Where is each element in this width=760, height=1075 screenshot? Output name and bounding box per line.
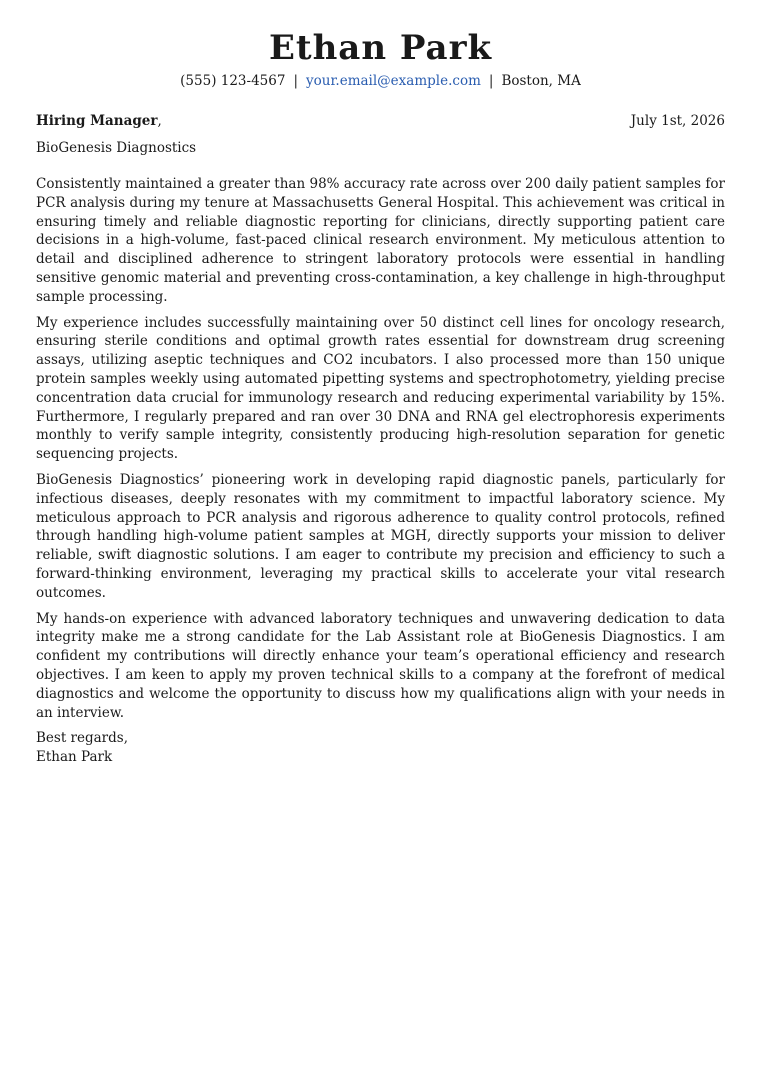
recipient-line (36, 112, 162, 130)
recipient-name-suffix: , (157, 113, 162, 129)
body-paragraph: My hands-on experience with advanced laboratory techniques and unwavering dedication to data integrity make me a strong candidate for the Lab Assistant role at BioGenesis Diagnostics. I am confident my contributions will directly enhance your team’s operational efficiency and research objectives. I am keen to apply my proven technical skills to a company at the forefront of medical diagnostics and welcome the opportunity to discuss how my qualifications align with your needs in an interview. (36, 610, 725, 721)
contact-separator: | (488, 73, 494, 89)
letter-body (36, 175, 725, 722)
body-paragraph: BioGenesis Diagnostics’ pioneering work in developing rapid diagnostic panels, particularly for infectious diseases, deeply resonates with my commitment to impactful laboratory science. My meticulous approach to PCR analysis and rigorous adherence to quality control protocols, refined through handling high-volume patient samples at MGH, directly supports your mission to deliver reliable, swift diagnostic solutions. I am eager to contribute my precision and efficiency to such a forward-thinking environment, leveraging my practical skills to accelerate your vital research outcomes. (36, 471, 725, 601)
signature-name: Ethan Park (36, 749, 113, 766)
recipient-date-row (36, 112, 725, 130)
body-paragraph: Consistently maintained a greater than 98% accuracy rate across over 200 daily patient samples for PCR analysis during my tenure at Massachusetts General Hospital. This achievement was critical in ensuring timely and reliable diagnostic reporting for clinicians, directly supporting patient care decisions in a high-volume, fast-paced clinical research environment. My meticulous attention to detail and disciplined adherence to stringent laboratory protocols were essential in handling sensitive genomic material and preventing cross-contamination, a key challenge in high-throughput sample processing. (36, 176, 725, 305)
applicant-name: Ethan Park (268, 28, 493, 68)
email-link[interactable]: your.email@example.com (306, 73, 481, 89)
location: Boston, MA (501, 73, 581, 89)
closing-block (36, 729, 725, 767)
closing-salutation: Best regards, (36, 730, 129, 747)
cover-letter-page (36, 28, 725, 767)
body-paragraph: My experience includes successfully maintaining over 50 distinct cell lines for oncology research, ensuring sterile conditions and optimal growth rates essential for downstream drug screening assays, utilizing aseptic techniques and CO2 incubators. I also processed more than 150 unique protein samples weekly using automated pipetting systems and spectrophotometry, yielding precise concentration data crucial for immunology research and reducing experimental variability by 15%. Furthermore, I regularly prepared and ran over 30 DNA and RNA gel electrophoresis experiments monthly to verify sample integrity, consistently producing high-resolution separation for genetic sequencing projects. (36, 314, 725, 463)
contact-line (36, 72, 725, 90)
letter-date: July 1st, 2026 (630, 113, 725, 129)
recipient-name: Hiring Manager (36, 113, 158, 129)
phone-number: (555) 123-4567 (180, 73, 286, 89)
recipient-company: BioGenesis Diagnostics (36, 140, 197, 156)
contact-separator: | (293, 73, 298, 89)
